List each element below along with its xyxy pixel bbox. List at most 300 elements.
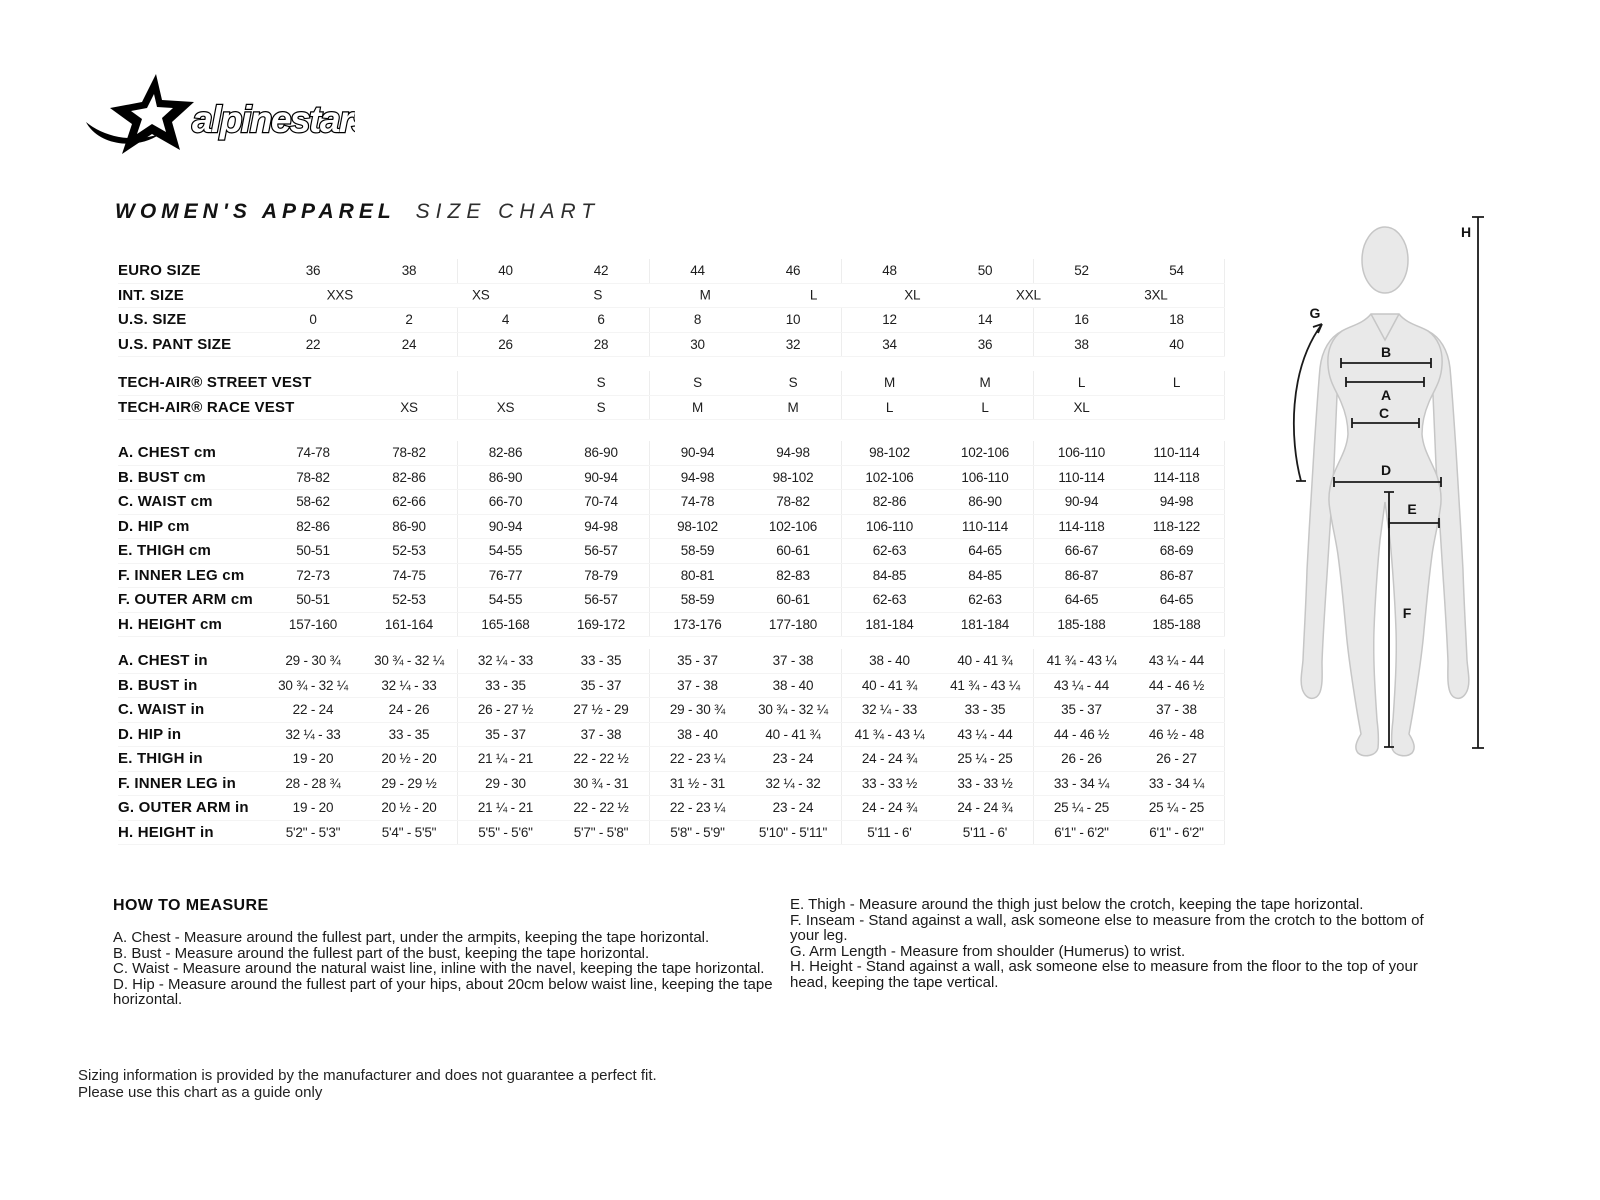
section-gap (118, 420, 1225, 441)
size-cell: 106-110 (841, 515, 937, 539)
row-label: C. WAIST in (118, 701, 205, 719)
size-cell: 37 - 38 (772, 653, 814, 669)
size-cell: 5'2" - 5'3" (285, 824, 341, 840)
euro-size-section (118, 259, 1225, 284)
size-cell: 94-98 (776, 445, 810, 461)
text-line: E. Thigh - Measure around the thigh just below the crotch, keeping the tape horizontal. (790, 896, 1364, 913)
size-cell: 78-82 (392, 445, 426, 461)
size-cell: 41 ¾ - 43 ¼ (950, 677, 1020, 693)
size-cell: 181-184 (960, 616, 1010, 632)
row-label: G. OUTER ARM in (118, 799, 249, 817)
size-cell: 43 ¼ - 44 (1033, 674, 1129, 698)
size-cell: 26 - 26 (1033, 747, 1129, 771)
sizing-disclaimer (78, 1068, 657, 1101)
table-row (118, 371, 1225, 396)
figure-label-thigh: E (1407, 501, 1417, 517)
measurements-cm-section (118, 441, 1225, 637)
size-cell: 82-86 (392, 469, 426, 485)
table-row (118, 308, 1225, 333)
size-cell: 94-98 (649, 466, 745, 490)
size-cell: 38 - 40 (772, 677, 814, 693)
size-cell: 25 ¼ - 25 (1033, 796, 1129, 820)
size-cell: 106-110 (1033, 441, 1129, 465)
size-cell: 90-94 (1033, 490, 1129, 514)
size-cell: 52-53 (392, 592, 426, 608)
size-cell: 34 (841, 333, 937, 357)
figure-label-inseam: F (1402, 605, 1412, 621)
text-line: G. Arm Length - Measure from shoulder (Humerus) to wrist. (790, 942, 1186, 960)
size-cell: 62-63 (968, 592, 1002, 608)
size-cell: 19 - 20 (292, 751, 334, 767)
size-cell: XL (1033, 396, 1129, 420)
text-line: Please use this chart as a guide only (78, 1083, 323, 1101)
size-cell: 35 - 37 (580, 677, 622, 693)
size-cell: 50 (977, 263, 993, 279)
size-cell: 38 - 40 (841, 649, 937, 673)
size-cell: 44 - 46 ½ (1129, 674, 1225, 698)
size-cell: S (593, 287, 603, 303)
size-cell: 6'1" - 6'2" (1033, 821, 1129, 845)
size-cell: 35 - 37 (457, 723, 553, 747)
size-cell: 35 - 37 (1033, 698, 1129, 722)
size-cell: 21 ¼ - 21 (457, 796, 553, 820)
size-cell: L (1129, 371, 1225, 395)
size-cell: 50-51 (296, 543, 330, 559)
row-label: D. HIP cm (118, 517, 190, 535)
size-cell: S (596, 399, 606, 415)
size-cell: 82-86 (296, 518, 330, 534)
size-cell: 33 - 35 (964, 702, 1006, 718)
table-row (118, 284, 1225, 309)
alpinestars-star-icon (80, 70, 355, 162)
size-cell: M (699, 287, 711, 303)
row-label: U.S. PANT SIZE (118, 335, 232, 353)
size-cell: 54 (1129, 259, 1225, 283)
size-cell: 169-172 (576, 616, 626, 632)
table-row (118, 649, 1225, 674)
how-to-measure-right (790, 897, 1450, 991)
size-cell: 4 (457, 308, 553, 332)
size-cell: 12 (841, 308, 937, 332)
size-cell: 22 - 22 ½ (573, 800, 629, 816)
size-cell: 41 ¾ - 43 ¼ (1033, 649, 1129, 673)
figure-label-chest: A (1380, 387, 1392, 403)
size-cell: 40 - 41 ¾ (765, 726, 821, 742)
size-cell: 24 - 24 ¾ (841, 796, 937, 820)
size-cell: 38 (401, 263, 417, 279)
size-cell: 2 (405, 312, 413, 328)
size-cell: 33 - 34 ¼ (1129, 772, 1225, 796)
size-cell: 29 - 29 ½ (381, 775, 437, 791)
size-cell: 5'4" - 5'5" (381, 824, 437, 840)
size-cell: 6 (597, 312, 605, 328)
int-size-area (265, 284, 1225, 308)
row-label: TECH-AIR® STREET VEST (118, 374, 312, 392)
size-cell: S (596, 375, 606, 391)
size-cell: 32 ¼ - 33 (841, 698, 937, 722)
row-label: F. OUTER ARM cm (118, 591, 253, 609)
size-cell: 54-55 (457, 588, 553, 612)
size-cell: 118-122 (1129, 515, 1225, 539)
row-label: TECH-AIR® RACE VEST (118, 398, 295, 416)
body-measurement-figure (1278, 210, 1500, 772)
figure-label-arm: G (1309, 305, 1321, 321)
table-row (118, 333, 1225, 358)
size-cell: M (787, 399, 799, 415)
us-size-section (118, 308, 1225, 357)
row-label: C. WAIST cm (118, 493, 213, 511)
size-cell: 26 - 27 (1129, 747, 1225, 771)
size-cell (1129, 396, 1225, 420)
size-cell: 86-90 (457, 466, 553, 490)
row-label: A. CHEST in (118, 652, 208, 670)
size-cell: 5'7" - 5'8" (573, 824, 629, 840)
row-label: A. CHEST cm (118, 444, 217, 462)
size-cell: 31 ½ - 31 (649, 772, 745, 796)
size-cell: 38 (1033, 333, 1129, 357)
size-cell: 25 ¼ - 25 (1129, 796, 1225, 820)
text-line: H. Height - Stand against a wall, ask someone else to measure from the floor to the top of your head, keeping the tape vertical. (790, 958, 1418, 991)
size-cell: 114-118 (1033, 515, 1129, 539)
row-label: INT. SIZE (118, 286, 184, 304)
table-row (118, 588, 1225, 613)
size-cell: 0 (309, 312, 317, 328)
page-title-sub: SIZE CHART (415, 200, 601, 223)
table-row (118, 441, 1225, 466)
size-cell: 24 - 26 (388, 702, 430, 718)
size-cell: 37 - 38 (580, 726, 622, 742)
size-cell: 20 ½ - 20 (381, 751, 437, 767)
size-cell: 30 ¾ - 32 ¼ (758, 702, 828, 718)
size-cell: 86-90 (584, 445, 618, 461)
size-cell: 26 (457, 333, 553, 357)
brand-wordmark: alpinestars (192, 99, 355, 140)
size-cell: XS (400, 399, 418, 415)
size-cell: M (979, 375, 991, 391)
row-label: B. BUST cm (118, 468, 206, 486)
size-cell: 157-160 (288, 616, 338, 632)
size-cell: 23 - 24 (772, 751, 814, 767)
height-measure-line (1472, 217, 1484, 748)
size-cell: 78-79 (584, 567, 618, 583)
size-cell: S (649, 371, 745, 395)
size-cell: 86-90 (968, 494, 1002, 510)
size-cell: 58-62 (296, 494, 330, 510)
size-cell: 33 - 33 ½ (957, 775, 1013, 791)
row-label: EURO SIZE (118, 262, 201, 280)
size-cell: 74-78 (649, 490, 745, 514)
size-cell: 82-83 (776, 567, 810, 583)
size-cell: 3XL (1144, 287, 1168, 303)
section-gap (118, 357, 1225, 371)
size-cell: 24 - 24 ¾ (841, 747, 937, 771)
size-cell: 66-67 (1033, 539, 1129, 563)
size-cell: 22 - 22 ½ (573, 751, 629, 767)
size-cell: 68-69 (1129, 539, 1225, 563)
size-cell: 41 ¾ - 43 ¼ (841, 723, 937, 747)
size-cell: 10 (785, 312, 801, 328)
size-cell: 76-77 (457, 564, 553, 588)
size-cell: 102-106 (841, 466, 937, 490)
size-cell: 30 (649, 333, 745, 357)
size-cell: 60-61 (776, 543, 810, 559)
size-cell: 44 - 46 ½ (1033, 723, 1129, 747)
size-cell: 60-61 (776, 592, 810, 608)
size-cell: 33 - 35 (457, 674, 553, 698)
size-cell: 25 ¼ - 25 (957, 751, 1013, 767)
size-cell: 30 ¾ - 32 ¼ (278, 677, 348, 693)
row-label: U.S. SIZE (118, 311, 187, 329)
size-cell: 29 - 30 (457, 772, 553, 796)
size-cell: 86-87 (1129, 564, 1225, 588)
size-cell: 5'11 - 6' (841, 821, 937, 845)
size-cell: 98-102 (649, 515, 745, 539)
size-cell: 43 ¼ - 44 (957, 726, 1013, 742)
size-cell: 185-188 (1033, 613, 1129, 637)
size-cell: 5'8" - 5'9" (649, 821, 745, 845)
size-cell (457, 371, 553, 395)
size-cell: 19 - 20 (292, 800, 334, 816)
how-to-measure-right-list (790, 897, 1450, 991)
table-row (118, 539, 1225, 564)
page-title-main: WOMEN'S APPAREL (115, 200, 396, 223)
size-cell: 16 (1033, 308, 1129, 332)
size-cell: 33 - 33 ½ (841, 772, 937, 796)
size-cell: 22 - 23 ¼ (649, 747, 745, 771)
how-to-measure-left (113, 897, 778, 1008)
size-cell: XS (471, 287, 490, 303)
int-size-row (118, 284, 1225, 309)
table-row (118, 490, 1225, 515)
size-cell: 94-98 (584, 518, 618, 534)
size-cell: 56-57 (584, 592, 618, 608)
row-label: B. BUST in (118, 676, 198, 694)
size-cell: S (788, 375, 798, 391)
size-cell: 90-94 (584, 469, 618, 485)
text-line: Sizing information is provided by the manufacturer and does not guarantee a perfect fit. (78, 1067, 657, 1084)
size-cell: XL (904, 287, 921, 303)
size-cell: 37 - 38 (649, 674, 745, 698)
size-cell: L (841, 396, 937, 420)
size-cell: 5'11 - 6' (962, 824, 1008, 840)
table-row (118, 698, 1225, 723)
size-cell: 46 ½ - 48 (1129, 723, 1225, 747)
size-cell: 22 - 24 (292, 702, 334, 718)
size-cell: 42 (593, 263, 609, 279)
size-cell: 94-98 (1129, 490, 1225, 514)
size-cell: 6'1" - 6'2" (1129, 821, 1225, 845)
size-cell: 102-106 (960, 445, 1010, 461)
size-cell: 26 - 27 ½ (457, 698, 553, 722)
size-cell: 14 (977, 312, 993, 328)
size-cell: 177-180 (768, 616, 818, 632)
size-cell: 80-81 (649, 564, 745, 588)
size-cell: 90-94 (649, 441, 745, 465)
size-cell: 44 (649, 259, 745, 283)
size-cell: 32 ¼ - 32 (765, 775, 821, 791)
size-cell: 62-63 (841, 588, 937, 612)
size-cell: 8 (649, 308, 745, 332)
size-cell: 5'5" - 5'6" (457, 821, 553, 845)
size-cell: 38 - 40 (649, 723, 745, 747)
table-row (118, 466, 1225, 491)
size-cell: 35 - 37 (649, 649, 745, 673)
size-cell: 32 ¼ - 33 (457, 649, 553, 673)
size-cell: 98-102 (841, 441, 937, 465)
size-cell: 62-66 (392, 494, 426, 510)
size-cell: 28 - 28 ¾ (285, 775, 341, 791)
size-cell: 74-78 (296, 445, 330, 461)
size-cell: 32 ¼ - 33 (381, 677, 437, 693)
size-cell: 40 (1129, 333, 1225, 357)
size-cell: 23 - 24 (772, 800, 814, 816)
size-cell: 84-85 (841, 564, 937, 588)
size-chart-table (118, 259, 1225, 845)
tech-air-vest-section (118, 371, 1225, 420)
text-line: F. Inseam - Stand against a wall, ask someone else to measure from the crotch to the bottom of your leg. (790, 911, 1424, 945)
size-cell (361, 371, 457, 395)
size-cell: 86-87 (1033, 564, 1129, 588)
size-cell: 32 (785, 336, 801, 352)
row-label: F. INNER LEG in (118, 774, 237, 792)
size-cell: 46 (785, 263, 801, 279)
size-cell: 28 (593, 336, 609, 352)
size-cell: 78-82 (296, 469, 330, 485)
size-cell: XXL (1015, 287, 1041, 303)
size-cell: 50-51 (296, 592, 330, 608)
text-line: D. Hip - Measure around the fullest part of your hips, about 20cm below waist line, keeping the tape horizontal. (113, 975, 773, 1009)
size-cell: 82-86 (841, 490, 937, 514)
figure-label-waist: C (1378, 405, 1390, 421)
page-title (115, 200, 600, 224)
size-cell: 30 ¾ - 32 ¼ (374, 653, 444, 669)
size-cell: 36 (305, 263, 321, 279)
size-cell: 110-114 (961, 518, 1009, 534)
size-cell: 78-82 (776, 494, 810, 510)
size-cell: 52 (1033, 259, 1129, 283)
size-cell: 70-74 (584, 494, 618, 510)
size-cell: 165-168 (457, 613, 553, 637)
size-cell: 22 - 23 ¼ (649, 796, 745, 820)
row-label: F. INNER LEG cm (118, 566, 245, 584)
table-row (118, 723, 1225, 748)
size-cell: 84-85 (968, 567, 1002, 583)
table-row (118, 613, 1225, 638)
section-gap (118, 637, 1225, 649)
row-label: E. THIGH cm (118, 542, 212, 560)
size-cell: M (649, 396, 745, 420)
size-cell: 48 (841, 259, 937, 283)
size-cell: 185-188 (1129, 613, 1225, 637)
size-cell: 56-57 (584, 543, 618, 559)
table-row (118, 772, 1225, 797)
size-cell: 110-114 (1129, 441, 1225, 465)
size-cell: 40 - 41 ¾ (841, 674, 937, 698)
size-cell: 64-65 (1129, 588, 1225, 612)
size-cell: 29 - 30 ¾ (285, 653, 341, 669)
row-label: D. HIP in (118, 725, 182, 743)
size-cell: 114-118 (1129, 466, 1225, 490)
size-cell: 58-59 (649, 539, 745, 563)
size-cell: 66-70 (457, 490, 553, 514)
figure-label-height: H (1460, 224, 1472, 240)
size-cell: 30 ¾ - 31 (573, 775, 629, 791)
size-cell: L (809, 287, 818, 303)
size-cell: 18 (1129, 308, 1225, 332)
how-to-measure-heading: HOW TO MEASURE (113, 897, 269, 914)
table-row (118, 259, 1225, 284)
figure-label-bust: B (1380, 344, 1392, 360)
size-cell: 40 (457, 259, 553, 283)
size-cell: L (1033, 371, 1129, 395)
size-cell: 64-65 (1033, 588, 1129, 612)
size-cell: L (981, 399, 989, 415)
sizing-disclaimer-lines (78, 1068, 657, 1101)
size-cell: 24 (401, 336, 417, 352)
size-cell: M (841, 371, 937, 395)
size-cell: 36 (977, 336, 993, 352)
size-cell: 74-75 (392, 567, 426, 583)
size-cell (265, 371, 361, 395)
size-cell: 52-53 (392, 543, 426, 559)
size-cell: 62-63 (841, 539, 937, 563)
text-line: A. Chest - Measure around the fullest part, under the armpits, keeping the tape horizontal. (113, 929, 710, 946)
size-cell: 86-90 (392, 518, 426, 534)
size-cell: 21 ¼ - 21 (457, 747, 553, 771)
size-cell: 32 ¼ - 33 (285, 726, 341, 742)
text-line: C. Waist - Measure around the natural waist line, inline with the navel, keeping the tape horizontal. (113, 960, 765, 978)
table-row (118, 821, 1225, 846)
size-cell: 106-110 (961, 469, 1009, 485)
size-cell: XS (457, 396, 553, 420)
size-cell: 40 - 41 ¾ (957, 653, 1013, 669)
size-cell (265, 396, 361, 420)
brand-logo (80, 70, 355, 162)
size-cell: 64-65 (968, 543, 1002, 559)
size-cell: 20 ½ - 20 (381, 800, 437, 816)
size-cell: 29 - 30 ¾ (649, 698, 745, 722)
size-cell: 98-102 (772, 469, 814, 485)
size-cell: 33 - 35 (388, 726, 430, 742)
size-cell: 27 ½ - 29 (573, 702, 629, 718)
how-to-measure-left-list (113, 930, 778, 1008)
size-cell: 24 - 24 ¾ (957, 800, 1013, 816)
size-cell: 72-73 (296, 567, 330, 583)
size-cell: 5'10" - 5'11" (758, 824, 828, 840)
size-cell: 22 (305, 336, 321, 352)
size-cell: 102-106 (768, 518, 818, 534)
size-cell: 54-55 (457, 539, 553, 563)
size-cell: 181-184 (841, 613, 937, 637)
row-label: E. THIGH in (118, 750, 203, 768)
row-label: H. HEIGHT in (118, 823, 214, 841)
size-cell: 90-94 (457, 515, 553, 539)
table-row (118, 796, 1225, 821)
table-row (118, 564, 1225, 589)
size-cell: 43 ¼ - 44 (1129, 649, 1225, 673)
size-cell: XXS (326, 287, 354, 303)
table-row (118, 674, 1225, 699)
row-label: H. HEIGHT cm (118, 615, 223, 633)
size-cell: 33 - 34 ¼ (1033, 772, 1129, 796)
measurements-in-section (118, 649, 1225, 845)
table-row (118, 515, 1225, 540)
size-cell: 110-114 (1033, 466, 1129, 490)
size-cell: 33 - 35 (580, 653, 622, 669)
size-cell: 58-59 (649, 588, 745, 612)
size-cell: 161-164 (384, 616, 434, 632)
size-cell: 82-86 (457, 441, 553, 465)
